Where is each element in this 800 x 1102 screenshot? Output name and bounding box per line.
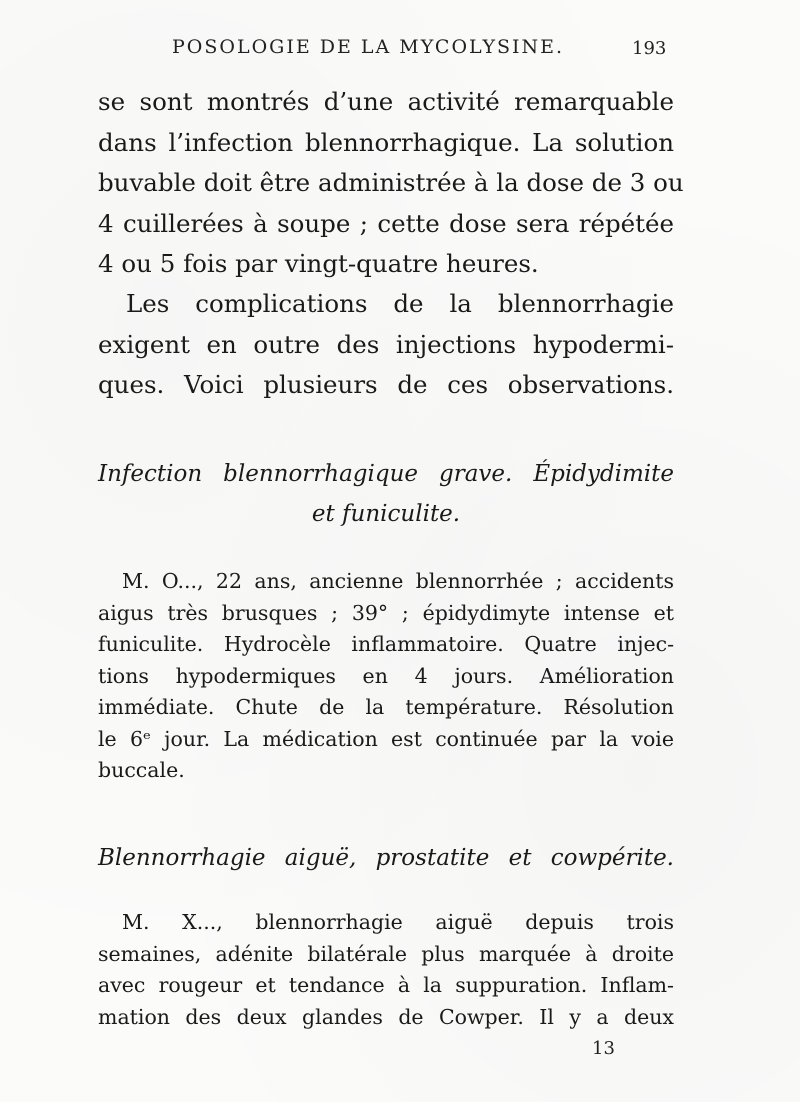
- text-line: exigent en outre des injections hypodermi-: [98, 329, 674, 359]
- heading-line: Blennorrhagie aiguë, prostatite et cowpérite.: [98, 845, 674, 871]
- text-line: buccale.: [98, 758, 185, 782]
- text-line: ques. Voici plusieurs de ces observations.: [98, 370, 674, 399]
- paragraph-1: [98, 82, 684, 285]
- text-line: Les complications de la blennorrhagie: [126, 289, 674, 318]
- paragraph-2: [98, 284, 674, 406]
- running-head: POSOLOGIE DE LA MYCOLYSINE.: [172, 36, 565, 58]
- text-line: M. O..., 22 ans, ancienne blennorrhée ; accidents: [122, 569, 674, 593]
- text-line: dans l’infection blennorrhagique. La solution: [98, 127, 674, 157]
- text-line: 4 cuillerées à soupe ; cette dose sera répétée: [98, 208, 674, 238]
- case-observation-2: [98, 907, 674, 1033]
- text-line: buvable doit être administrée à la dose de 3 ou: [98, 168, 684, 197]
- heading-line: Infection blennorrhagique grave. Épidydimite: [98, 461, 674, 487]
- text-line: se sont montrés d’une activité remarquable: [98, 87, 674, 116]
- signature-mark: 13: [592, 1038, 615, 1059]
- text-line: M. X..., blennorrhagie aiguë depuis trois: [122, 910, 674, 934]
- page-number: 193: [632, 38, 667, 59]
- section-heading-2: [98, 838, 674, 878]
- case-observation-1: [98, 566, 674, 787]
- text-line: le 6ᵉ jour. La médication est continuée par la voie: [98, 726, 674, 751]
- text-line: immédiate. Chute de la température. Résolution: [98, 695, 674, 719]
- text-line: funiculite. Hydrocèle inflammatoire. Quatre injec-: [98, 632, 674, 656]
- text-line: 4 ou 5 fois par vingt-quatre heures.: [98, 249, 539, 278]
- text-line: semaines, adénite bilatérale plus marquée à droite: [98, 941, 674, 966]
- heading-line: et funiculite.: [311, 501, 461, 527]
- text-line: aigus très brusques ; 39° ; épidydimyte intense et: [98, 600, 674, 625]
- text-line: mation des deux glandes de Cowper. Il y a deux: [98, 1004, 674, 1029]
- text-line: tions hypodermiques en 4 jours. Amélioration: [98, 663, 674, 688]
- text-line: avec rougeur et tendance à la suppuration. Inflam-: [98, 973, 674, 997]
- section-heading-1: [98, 454, 674, 534]
